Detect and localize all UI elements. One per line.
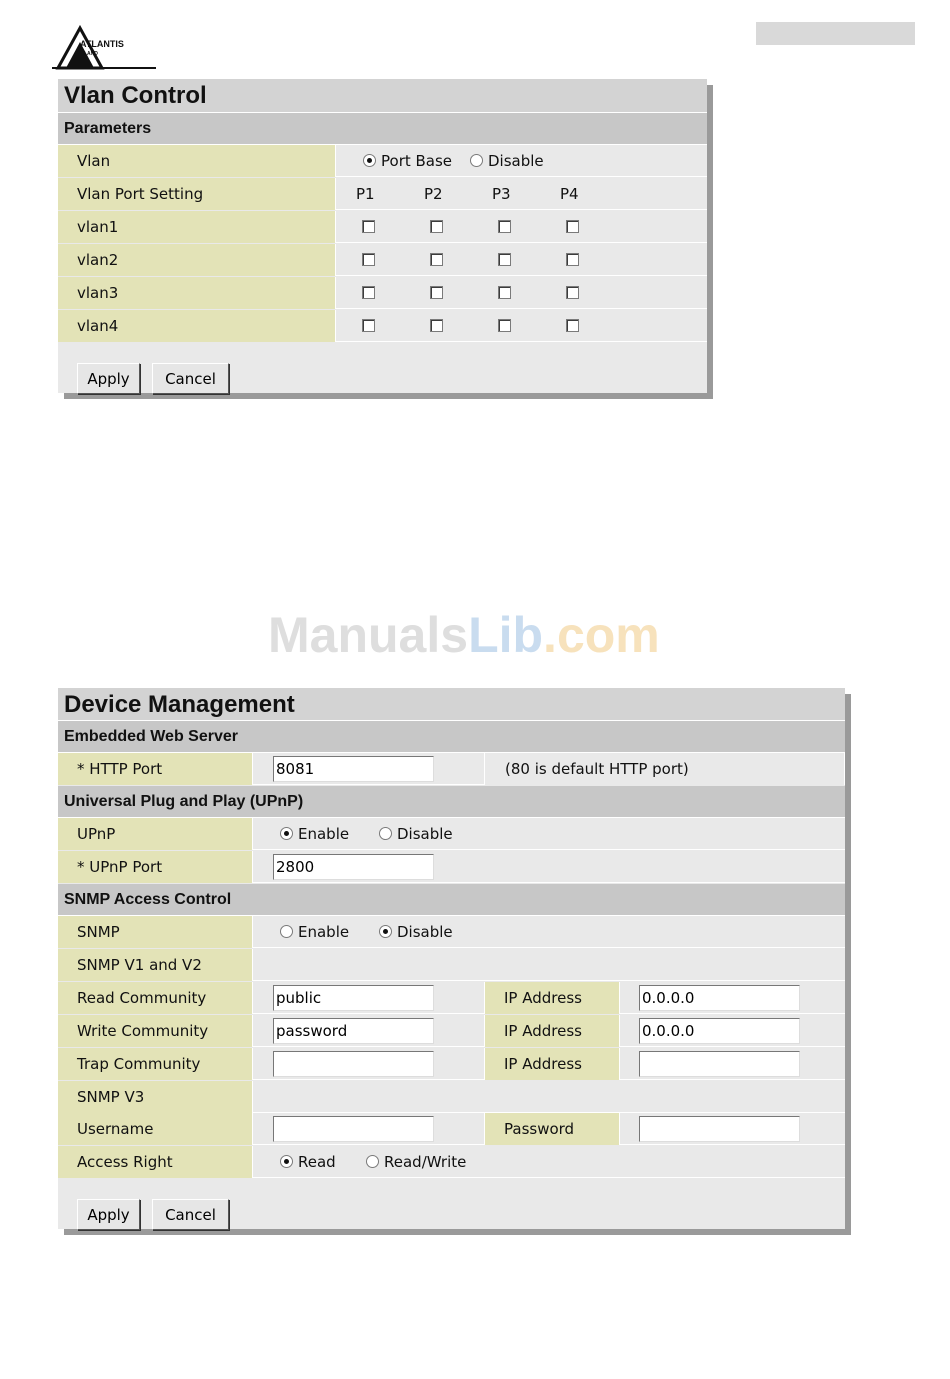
logo-subtext: LAND	[84, 51, 98, 57]
vlan1-row	[58, 211, 707, 243]
vlan-disable-radio[interactable]	[470, 154, 483, 167]
upnp-disable-radio[interactable]	[379, 827, 392, 840]
vlan4-p1-checkbox[interactable]	[362, 319, 375, 332]
snmp-v3-label: SNMP V3	[58, 1081, 253, 1113]
vlan1-p3-checkbox[interactable]	[498, 220, 511, 233]
vlan-apply-button[interactable]: Apply	[77, 363, 140, 394]
write-community-row	[58, 1015, 845, 1047]
section-embedded-web-server: Embedded Web Server	[58, 721, 845, 753]
vlan2-p4-checkbox[interactable]	[566, 253, 579, 266]
upnp-enable-radio[interactable]	[280, 827, 293, 840]
vlan-control-panel	[58, 79, 707, 393]
manualslib-watermark	[268, 606, 660, 664]
vlan3-row	[58, 277, 707, 309]
access-right-row	[58, 1146, 845, 1178]
vlan4-p2-checkbox[interactable]	[430, 319, 443, 332]
write-community-input[interactable]	[273, 1018, 434, 1044]
vlan2-p1-checkbox[interactable]	[362, 253, 375, 266]
trap-community-label: Trap Community	[58, 1048, 253, 1080]
vlan3-label: vlan3	[58, 277, 336, 309]
device-apply-button[interactable]: Apply	[77, 1199, 140, 1230]
read-community-row	[58, 982, 845, 1014]
read-community-input[interactable]	[273, 985, 434, 1011]
vlan-port-setting-label: Vlan Port Setting	[58, 178, 336, 210]
atlantis-logo	[52, 24, 162, 72]
vlan-cancel-button[interactable]: Cancel	[152, 363, 229, 394]
vlan4-p4-checkbox[interactable]	[566, 319, 579, 332]
vlan1-p2-checkbox[interactable]	[430, 220, 443, 233]
trap-ip-input[interactable]	[639, 1051, 800, 1077]
write-community-label: Write Community	[58, 1015, 253, 1047]
vlan4-p3-checkbox[interactable]	[498, 319, 511, 332]
http-port-label: * HTTP Port	[58, 753, 253, 785]
snmp-enable-radio[interactable]	[280, 925, 293, 938]
vlan1-p4-checkbox[interactable]	[566, 220, 579, 233]
snmp-label: SNMP	[58, 916, 253, 948]
port-header-p3: P3	[492, 185, 511, 203]
logo-text: ATLANTIS	[80, 39, 124, 49]
port-header-p4: P4	[560, 185, 579, 203]
vlan1-p1-checkbox[interactable]	[362, 220, 375, 233]
device-cancel-button[interactable]: Cancel	[152, 1199, 229, 1230]
device-management-panel	[58, 688, 845, 1229]
username-label: Username	[58, 1113, 253, 1145]
snmp-v3-row	[58, 1081, 845, 1113]
port-header-p1: P1	[356, 185, 375, 203]
access-read-label: Read	[298, 1153, 336, 1171]
access-right-label: Access Right	[58, 1146, 253, 1178]
upnp-port-row	[58, 851, 845, 883]
vlan-port-base-radio[interactable]	[363, 154, 376, 167]
snmp-disable-radio[interactable]	[379, 925, 392, 938]
vlan2-row	[58, 244, 707, 276]
upnp-disable-label: Disable	[397, 825, 453, 843]
access-readwrite-label: Read/Write	[384, 1153, 467, 1171]
username-row	[58, 1113, 845, 1145]
panel-title: Device Management	[58, 688, 845, 721]
snmp-disable-label: Disable	[397, 923, 453, 941]
http-port-row	[58, 753, 845, 785]
username-input[interactable]	[273, 1116, 434, 1142]
watermark-part1: Manuals	[268, 607, 469, 663]
vlan3-p2-checkbox[interactable]	[430, 286, 443, 299]
trap-community-input[interactable]	[273, 1051, 434, 1077]
upnp-port-label: * UPnP Port	[58, 851, 253, 883]
snmp-v1v2-label: SNMP V1 and V2	[58, 949, 253, 981]
vlan2-label: vlan2	[58, 244, 336, 276]
trap-community-row	[58, 1048, 845, 1080]
vlan-port-setting-row	[58, 178, 707, 210]
section-upnp: Universal Plug and Play (UPnP)	[58, 786, 845, 818]
vlan-label: Vlan	[58, 145, 336, 177]
header-bar	[756, 22, 915, 45]
upnp-label: UPnP	[58, 818, 253, 850]
vlan-disable-label: Disable	[488, 152, 544, 170]
access-readwrite-radio[interactable]	[366, 1155, 379, 1168]
trap-ip-label: IP Address	[484, 1048, 620, 1080]
section-parameters: Parameters	[58, 113, 707, 145]
vlan4-label: vlan4	[58, 310, 336, 342]
http-port-note-cell	[484, 753, 845, 785]
vlan3-p4-checkbox[interactable]	[566, 286, 579, 299]
upnp-port-input[interactable]	[273, 854, 434, 880]
vlan1-label: vlan1	[58, 211, 336, 243]
panel-title: Vlan Control	[58, 79, 707, 113]
read-ip-input[interactable]	[639, 985, 800, 1011]
http-port-note: (80 is default HTTP port)	[505, 760, 689, 778]
vlan3-p1-checkbox[interactable]	[362, 286, 375, 299]
access-read-radio[interactable]	[280, 1155, 293, 1168]
read-ip-label: IP Address	[484, 982, 620, 1014]
watermark-part2: Lib	[468, 607, 544, 663]
password-input[interactable]	[639, 1116, 800, 1142]
read-community-label: Read Community	[58, 982, 253, 1014]
section-snmp: SNMP Access Control	[58, 884, 845, 916]
snmp-enable-label: Enable	[298, 923, 350, 941]
watermark-part3: .com	[543, 607, 660, 663]
password-label: Password	[484, 1113, 620, 1145]
vlan-port-base-label: Port Base	[381, 152, 453, 170]
port-header-p2: P2	[424, 185, 443, 203]
upnp-enable-label: Enable	[298, 825, 350, 843]
upnp-row	[58, 818, 845, 850]
snmp-row	[58, 916, 845, 948]
vlan3-p3-checkbox[interactable]	[498, 286, 511, 299]
write-ip-input[interactable]	[639, 1018, 800, 1044]
vlan4-row	[58, 310, 707, 342]
vlan2-p3-checkbox[interactable]	[498, 253, 511, 266]
vlan-mode-row	[58, 145, 707, 177]
http-port-input[interactable]	[273, 756, 434, 782]
vlan2-p2-checkbox[interactable]	[430, 253, 443, 266]
snmp-v1v2-row	[58, 949, 845, 981]
write-ip-label: IP Address	[484, 1015, 620, 1047]
